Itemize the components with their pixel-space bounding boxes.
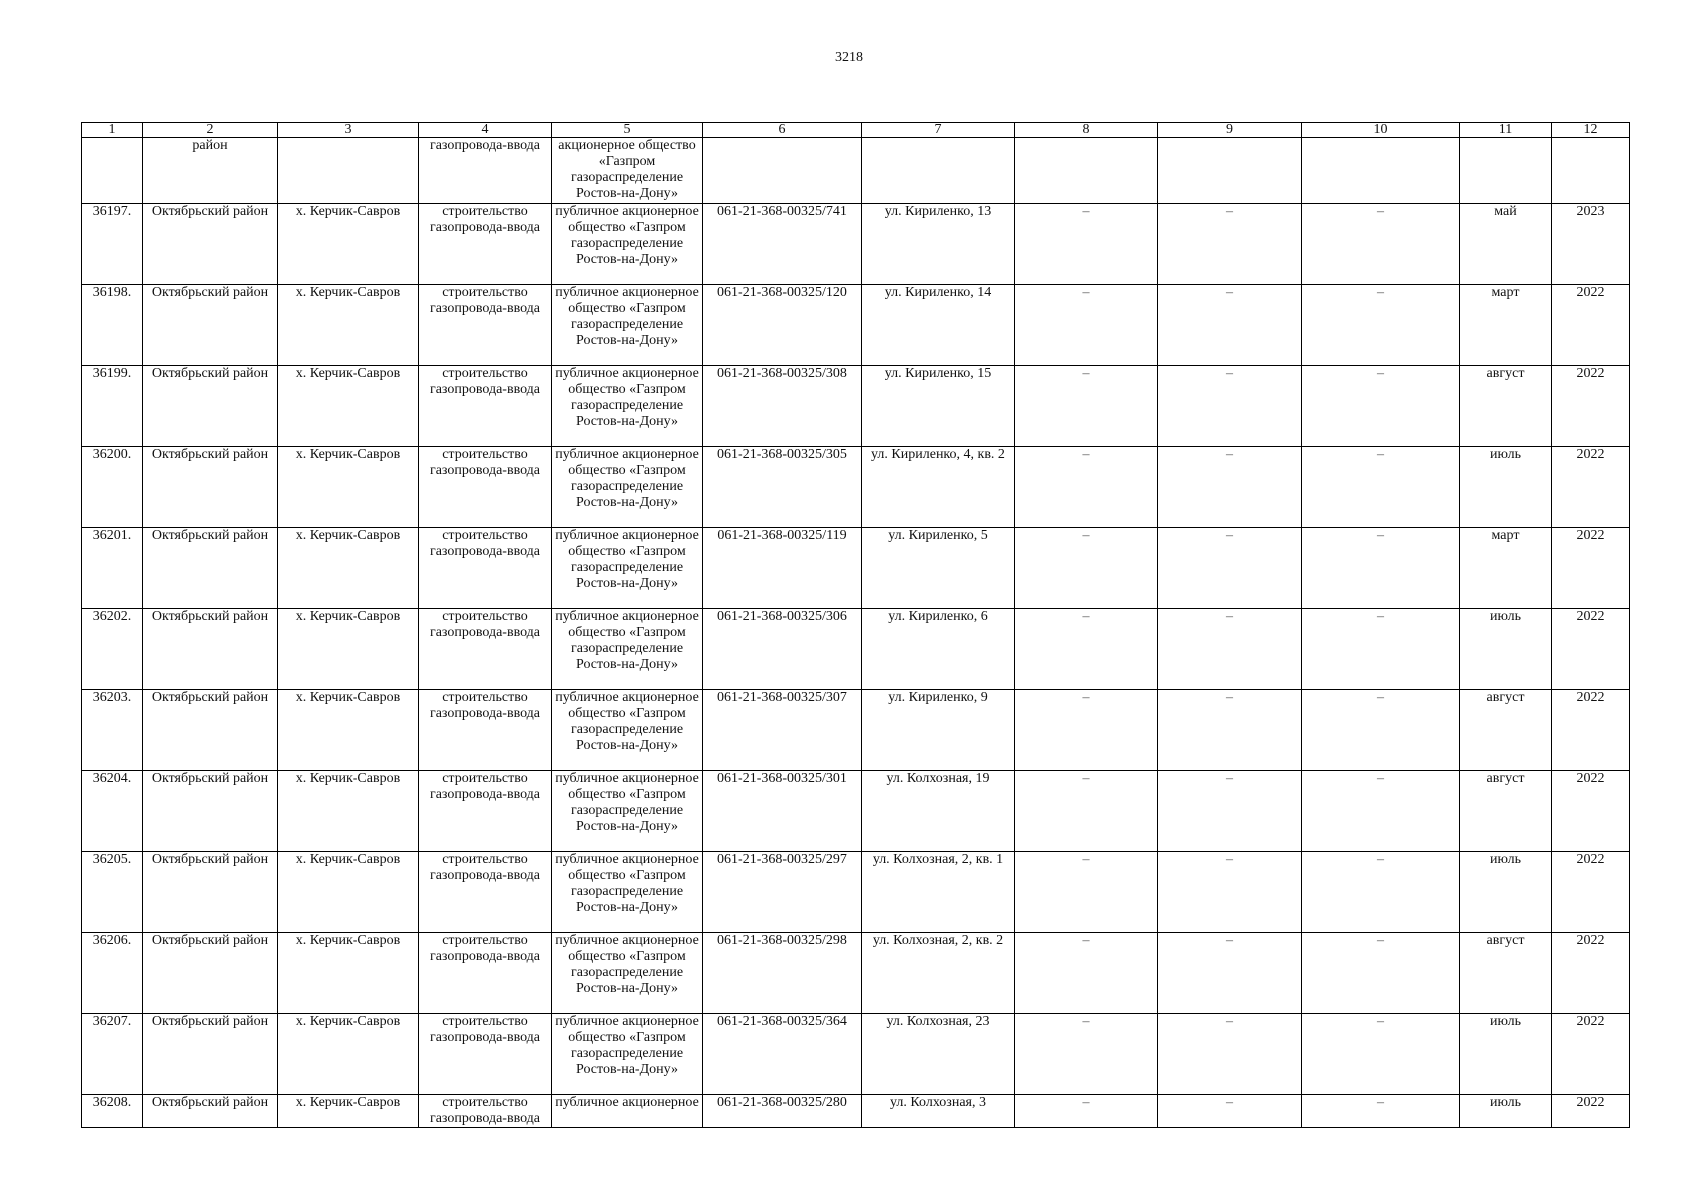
cell-address: ул. Колхозная, 2, кв. 1 (862, 852, 1015, 933)
cell-work: строительство газопровода-ввода (419, 690, 552, 771)
cell-settlement: х. Керчик-Савров (278, 204, 419, 285)
cell-c10: – (1302, 447, 1460, 528)
cell-organization: публичное акционерное общество «Газпром газораспределение Ростов-на-Дону» (552, 771, 703, 852)
cell-month: март (1460, 528, 1552, 609)
cell-organization: публичное акционерное общество «Газпром газораспределение Ростов-на-Дону» (552, 366, 703, 447)
cell-organization: публичное акционерное общество «Газпром газораспределение Ростов-на-Дону» (552, 609, 703, 690)
cell-month: август (1460, 771, 1552, 852)
table-row (82, 690, 1630, 771)
cell-district: Октябрьский район (143, 690, 278, 771)
cell-c9: – (1158, 771, 1302, 852)
cell-month (1460, 138, 1552, 204)
cell-c9: – (1158, 285, 1302, 366)
cell-c10: – (1302, 609, 1460, 690)
cell-work: строительство газопровода-ввода (419, 609, 552, 690)
table-row (82, 366, 1630, 447)
cell-num: 36202. (82, 609, 143, 690)
cell-year: 2022 (1552, 771, 1630, 852)
cell-work: газопровода-ввода (419, 138, 552, 204)
cell-settlement: х. Керчик-Савров (278, 690, 419, 771)
column-header: 2 (143, 123, 278, 138)
cell-address: ул. Кириленко, 4, кв. 2 (862, 447, 1015, 528)
cell-year: 2022 (1552, 285, 1630, 366)
cell-district: Октябрьский район (143, 1095, 278, 1128)
cell-c8: – (1015, 204, 1158, 285)
cell-c10: – (1302, 1014, 1460, 1095)
cell-work: строительство газопровода-ввода (419, 1014, 552, 1095)
cell-district: Октябрьский район (143, 204, 278, 285)
cell-district: Октябрьский район (143, 447, 278, 528)
cell-num: 36208. (82, 1095, 143, 1128)
cell-month: март (1460, 285, 1552, 366)
cell-c8: – (1015, 447, 1158, 528)
cell-settlement: х. Керчик-Савров (278, 366, 419, 447)
cell-code: 061-21-368-00325/305 (703, 447, 862, 528)
cell-year: 2022 (1552, 447, 1630, 528)
cell-year: 2022 (1552, 1014, 1630, 1095)
cell-month: май (1460, 204, 1552, 285)
cell-num: 36206. (82, 933, 143, 1014)
cell-district: район (143, 138, 278, 204)
cell-c8: – (1015, 285, 1158, 366)
cell-month: июль (1460, 1095, 1552, 1128)
cell-month: август (1460, 366, 1552, 447)
cell-code: 061-21-368-00325/364 (703, 1014, 862, 1095)
column-header: 4 (419, 123, 552, 138)
cell-c10: – (1302, 933, 1460, 1014)
cell-c8: – (1015, 852, 1158, 933)
cell-address: ул. Колхозная, 2, кв. 2 (862, 933, 1015, 1014)
cell-num: 36199. (82, 366, 143, 447)
column-header: 9 (1158, 123, 1302, 138)
cell-num: 36205. (82, 852, 143, 933)
cell-settlement: х. Керчик-Савров (278, 852, 419, 933)
cell-c10: – (1302, 528, 1460, 609)
page-number: 3218 (835, 50, 863, 65)
cell-organization: публичное акционерное (552, 1095, 703, 1128)
column-header: 7 (862, 123, 1015, 138)
registry-table (81, 122, 1630, 1128)
cell-c9: – (1158, 1095, 1302, 1128)
cell-c9: – (1158, 366, 1302, 447)
cell-num: 36198. (82, 285, 143, 366)
cell-organization: акционерное общество «Газпром газораспределение Ростов-на-Дону» (552, 138, 703, 204)
cell-work: строительство газопровода-ввода (419, 447, 552, 528)
cell-address: ул. Кириленко, 6 (862, 609, 1015, 690)
cell-year (1552, 138, 1630, 204)
cell-month: июль (1460, 1014, 1552, 1095)
cell-month: июль (1460, 447, 1552, 528)
cell-code: 061-21-368-00325/741 (703, 204, 862, 285)
cell-c8: – (1015, 690, 1158, 771)
table-row (82, 447, 1630, 528)
cell-organization: публичное акционерное общество «Газпром газораспределение Ростов-на-Дону» (552, 285, 703, 366)
cell-code: 061-21-368-00325/308 (703, 366, 862, 447)
cell-c8: – (1015, 933, 1158, 1014)
cell-num: 36200. (82, 447, 143, 528)
cell-c9 (1158, 138, 1302, 204)
cell-organization: публичное акционерное общество «Газпром газораспределение Ростов-на-Дону» (552, 933, 703, 1014)
cell-work: строительство газопровода-ввода (419, 285, 552, 366)
cell-address: ул. Колхозная, 23 (862, 1014, 1015, 1095)
cell-work: строительство газопровода-ввода (419, 933, 552, 1014)
cell-c10: – (1302, 1095, 1460, 1128)
cell-c9: – (1158, 1014, 1302, 1095)
cell-c9: – (1158, 609, 1302, 690)
cell-settlement: х. Керчик-Савров (278, 771, 419, 852)
column-header: 8 (1015, 123, 1158, 138)
cell-c10: – (1302, 366, 1460, 447)
continuation-row (82, 138, 1630, 204)
cell-c8: – (1015, 528, 1158, 609)
cell-address: ул. Колхозная, 19 (862, 771, 1015, 852)
cell-year: 2022 (1552, 366, 1630, 447)
cell-address: ул. Колхозная, 3 (862, 1095, 1015, 1128)
cell-code: 061-21-368-00325/298 (703, 933, 862, 1014)
cell-c9: – (1158, 528, 1302, 609)
cell-organization: публичное акционерное общество «Газпром газораспределение Ростов-на-Дону» (552, 852, 703, 933)
table-row (82, 528, 1630, 609)
table-row (82, 285, 1630, 366)
cell-work: строительство газопровода-ввода (419, 366, 552, 447)
cell-month: август (1460, 690, 1552, 771)
cell-address (862, 138, 1015, 204)
cell-num: 36197. (82, 204, 143, 285)
cell-organization: публичное акционерное общество «Газпром газораспределение Ростов-на-Дону» (552, 690, 703, 771)
cell-settlement (278, 138, 419, 204)
cell-work: строительство газопровода-ввода (419, 1095, 552, 1128)
cell-num: 36201. (82, 528, 143, 609)
cell-num: 36204. (82, 771, 143, 852)
cell-settlement: х. Керчик-Савров (278, 528, 419, 609)
column-header-row (82, 123, 1630, 138)
table-row (82, 771, 1630, 852)
cell-month: август (1460, 933, 1552, 1014)
cell-c8: – (1015, 1095, 1158, 1128)
cell-district: Октябрьский район (143, 285, 278, 366)
cell-month: июль (1460, 609, 1552, 690)
cell-c9: – (1158, 204, 1302, 285)
table-row (82, 609, 1630, 690)
cell-district: Октябрьский район (143, 366, 278, 447)
cell-address: ул. Кириленко, 15 (862, 366, 1015, 447)
cell-c10: – (1302, 204, 1460, 285)
cell-work: строительство газопровода-ввода (419, 852, 552, 933)
cell-c10: – (1302, 771, 1460, 852)
cell-num (82, 138, 143, 204)
cell-settlement: х. Керчик-Савров (278, 609, 419, 690)
cell-month: июль (1460, 852, 1552, 933)
cell-num: 36203. (82, 690, 143, 771)
cell-settlement: х. Керчик-Савров (278, 447, 419, 528)
column-header: 6 (703, 123, 862, 138)
cell-code (703, 138, 862, 204)
column-header: 3 (278, 123, 419, 138)
cell-year: 2023 (1552, 204, 1630, 285)
cell-code: 061-21-368-00325/297 (703, 852, 862, 933)
cell-address: ул. Кириленко, 9 (862, 690, 1015, 771)
cell-c10 (1302, 138, 1460, 204)
cell-settlement: х. Керчик-Савров (278, 285, 419, 366)
cell-c8 (1015, 138, 1158, 204)
cell-organization: публичное акционерное общество «Газпром газораспределение Ростов-на-Дону» (552, 528, 703, 609)
cell-year: 2022 (1552, 852, 1630, 933)
cell-work: строительство газопровода-ввода (419, 204, 552, 285)
cell-district: Октябрьский район (143, 528, 278, 609)
cell-year: 2022 (1552, 933, 1630, 1014)
cell-num: 36207. (82, 1014, 143, 1095)
cell-c8: – (1015, 1014, 1158, 1095)
cell-address: ул. Кириленко, 13 (862, 204, 1015, 285)
cell-year: 2022 (1552, 1095, 1630, 1128)
cell-code: 061-21-368-00325/306 (703, 609, 862, 690)
cell-organization: публичное акционерное общество «Газпром газораспределение Ростов-на-Дону» (552, 204, 703, 285)
cell-c10: – (1302, 285, 1460, 366)
column-header: 10 (1302, 123, 1460, 138)
cell-c8: – (1015, 609, 1158, 690)
table-row (82, 204, 1630, 285)
cell-work: строительство газопровода-ввода (419, 771, 552, 852)
cell-settlement: х. Керчик-Савров (278, 1014, 419, 1095)
cell-organization: публичное акционерное общество «Газпром газораспределение Ростов-на-Дону» (552, 1014, 703, 1095)
cell-c9: – (1158, 852, 1302, 933)
cell-code: 061-21-368-00325/307 (703, 690, 862, 771)
cell-district: Октябрьский район (143, 852, 278, 933)
column-header: 12 (1552, 123, 1630, 138)
cell-code: 061-21-368-00325/119 (703, 528, 862, 609)
cell-c9: – (1158, 447, 1302, 528)
cell-settlement: х. Керчик-Савров (278, 933, 419, 1014)
cell-code: 061-21-368-00325/301 (703, 771, 862, 852)
cell-settlement: х. Керчик-Савров (278, 1095, 419, 1128)
cell-district: Октябрьский район (143, 609, 278, 690)
cell-c10: – (1302, 690, 1460, 771)
column-header: 1 (82, 123, 143, 138)
table-row (82, 852, 1630, 933)
cell-address: ул. Кириленко, 5 (862, 528, 1015, 609)
table-row (82, 933, 1630, 1014)
cell-code: 061-21-368-00325/280 (703, 1095, 862, 1128)
cell-work: строительство газопровода-ввода (419, 528, 552, 609)
cell-c8: – (1015, 771, 1158, 852)
table-row (82, 1014, 1630, 1095)
table-row (82, 1095, 1630, 1128)
cell-year: 2022 (1552, 609, 1630, 690)
cell-c9: – (1158, 690, 1302, 771)
cell-code: 061-21-368-00325/120 (703, 285, 862, 366)
cell-organization: публичное акционерное общество «Газпром газораспределение Ростов-на-Дону» (552, 447, 703, 528)
cell-year: 2022 (1552, 528, 1630, 609)
cell-district: Октябрьский район (143, 933, 278, 1014)
cell-c9: – (1158, 933, 1302, 1014)
cell-district: Октябрьский район (143, 771, 278, 852)
cell-address: ул. Кириленко, 14 (862, 285, 1015, 366)
column-header: 11 (1460, 123, 1552, 138)
cell-district: Октябрьский район (143, 1014, 278, 1095)
column-header: 5 (552, 123, 703, 138)
cell-c10: – (1302, 852, 1460, 933)
cell-year: 2022 (1552, 690, 1630, 771)
cell-c8: – (1015, 366, 1158, 447)
